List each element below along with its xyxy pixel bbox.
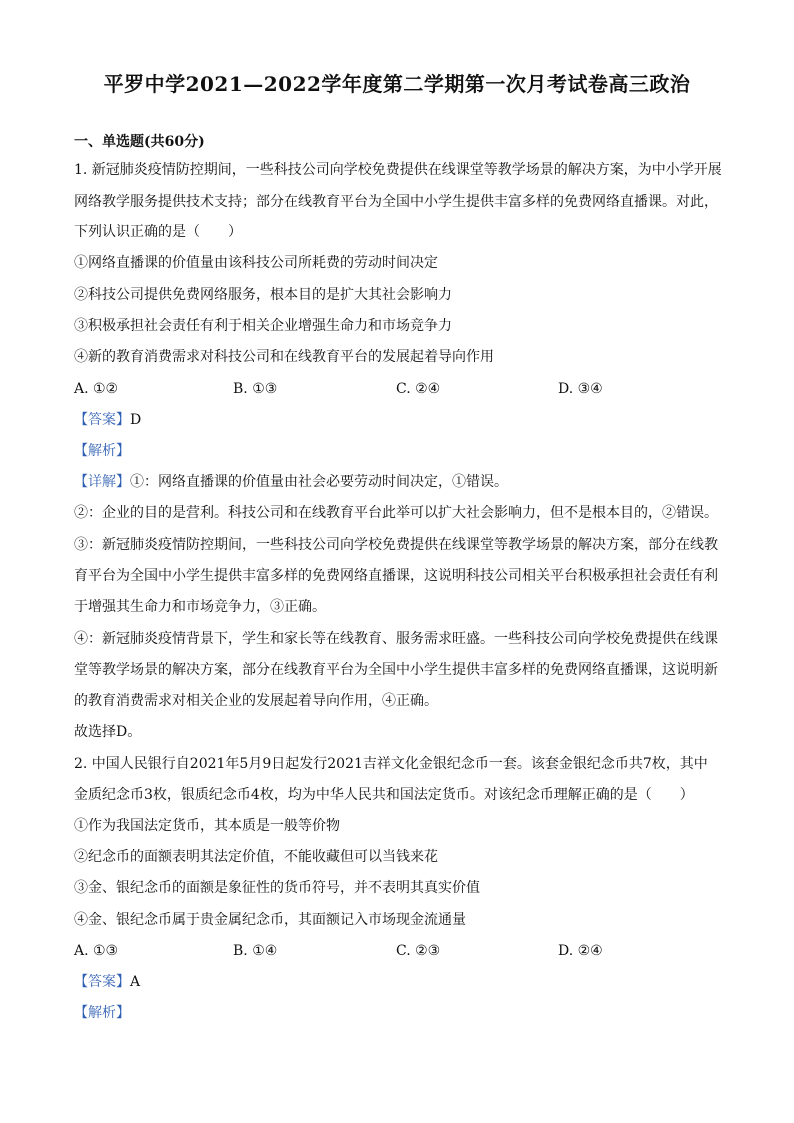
detail-tag: 【详解】	[74, 474, 130, 490]
q1-statement: ①网络直播课的价值量由该科技公司所耗费的劳动时间决定	[74, 255, 438, 271]
q1-choice-d: D. ③④	[558, 381, 603, 397]
q1-detail-line: ③：新冠肺炎疫情防控期间，一些科技公司向学校免费提供在线课堂等教学场景的解决方案，部分在线教	[74, 537, 718, 553]
q1-detail-line: ④：新冠肺炎疫情背景下，学生和家长等在线教育、服务需求旺盛。一些科技公司向学校免费提供在线课	[74, 631, 718, 647]
q1-statement: ④新的教育消费需求对科技公司和在线教育平台的发展起着导向作用	[74, 349, 494, 365]
q2-statement: ③金、银纪念币的面额是象征性的货币符号，并不表明其真实价值	[74, 880, 480, 896]
answer-value: D	[130, 412, 142, 428]
q1-analysis-tag: 【解析】	[74, 443, 130, 459]
page-title: 平罗中学2021—2022学年度第二学期第一次月考试卷高三政治	[103, 72, 691, 96]
q1-statement: ③积极承担社会责任有利于相关企业增强生命力和市场竞争力	[74, 318, 452, 334]
q2-analysis-tag: 【解析】	[74, 1005, 130, 1021]
q1-stem-line: 网络教学服务提供技术支持；部分在线教育平台为全国中小学生提供丰富多样的免费网络直播课。对此，	[74, 194, 718, 210]
q1-answer	[74, 410, 141, 430]
detail-text: ①：网络直播课的价值量由社会必要劳动时间决定，①错误。	[130, 474, 508, 490]
q2-choice-d: D. ②④	[558, 943, 603, 959]
q1-detail-line: 故选择D。	[74, 724, 142, 740]
q1-detail-line: 育平台为全国中小学生提供丰富多样的免费网络直播课，这说明科技公司相关平台积极承担社会责任有利	[74, 568, 718, 584]
q1-choice-a: A. ①②	[74, 381, 119, 397]
q2-statement: ④金、银纪念币属于贵金属纪念币，其面额记入市场现金流通量	[74, 912, 466, 928]
answer-tag: 【答案】	[74, 974, 130, 990]
q1-choice-b: B. ①③	[233, 381, 278, 397]
q2-answer	[74, 972, 140, 992]
q1-statement: ②科技公司提供免费网络服务，根本目的是扩大其社会影响力	[74, 287, 452, 303]
answer-tag: 【答案】	[74, 412, 130, 428]
q1-detail-line	[74, 472, 508, 492]
q1-detail-line: 堂等教学场景的解决方案，部分在线教育平台为全国中小学生提供丰富多样的免费网络直播课，这说明新	[74, 662, 718, 678]
q1-choice-c: C. ②④	[396, 381, 441, 397]
q2-stem-line: 金质纪念币3枚，银质纪念币4枚，均为中华人民共和国法定货币。对该纪念币理解正确的是（ ）	[74, 787, 694, 803]
q2-stem-line: 2. 中国人民银行自2021年5月9日起发行2021吉祥文化金银纪念币一套。该套金银纪念币共7枚，其中	[74, 756, 708, 772]
q1-stem-line: 1. 新冠肺炎疫情防控期间，一些科技公司向学校免费提供在线课堂等教学场景的解决方案，为中小学开展	[74, 162, 722, 178]
section-heading: 一、单选题(共60分)	[74, 134, 205, 150]
q1-detail-line: ②：企业的目的是营利。科技公司和在线教育平台此举可以扩大社会影响力，但不是根本目的，②错误。	[74, 505, 718, 521]
q2-statement: ①作为我国法定货币，其本质是一般等价物	[74, 818, 340, 834]
q2-statement: ②纪念币的面额表明其法定价值，不能收藏但可以当钱来花	[74, 849, 438, 865]
q2-choice-b: B. ①④	[233, 943, 278, 959]
q2-choice-c: C. ②③	[396, 943, 441, 959]
q1-stem-line: 下列认识正确的是（ ）	[74, 224, 242, 240]
q1-detail-line: 于增强其生命力和市场竞争力，③正确。	[74, 599, 326, 615]
q2-choice-a: A. ①③	[74, 943, 119, 959]
q1-detail-line: 的教育消费需求对相关企业的发展起着导向作用，④正确。	[74, 693, 438, 709]
answer-value: A	[130, 974, 141, 990]
